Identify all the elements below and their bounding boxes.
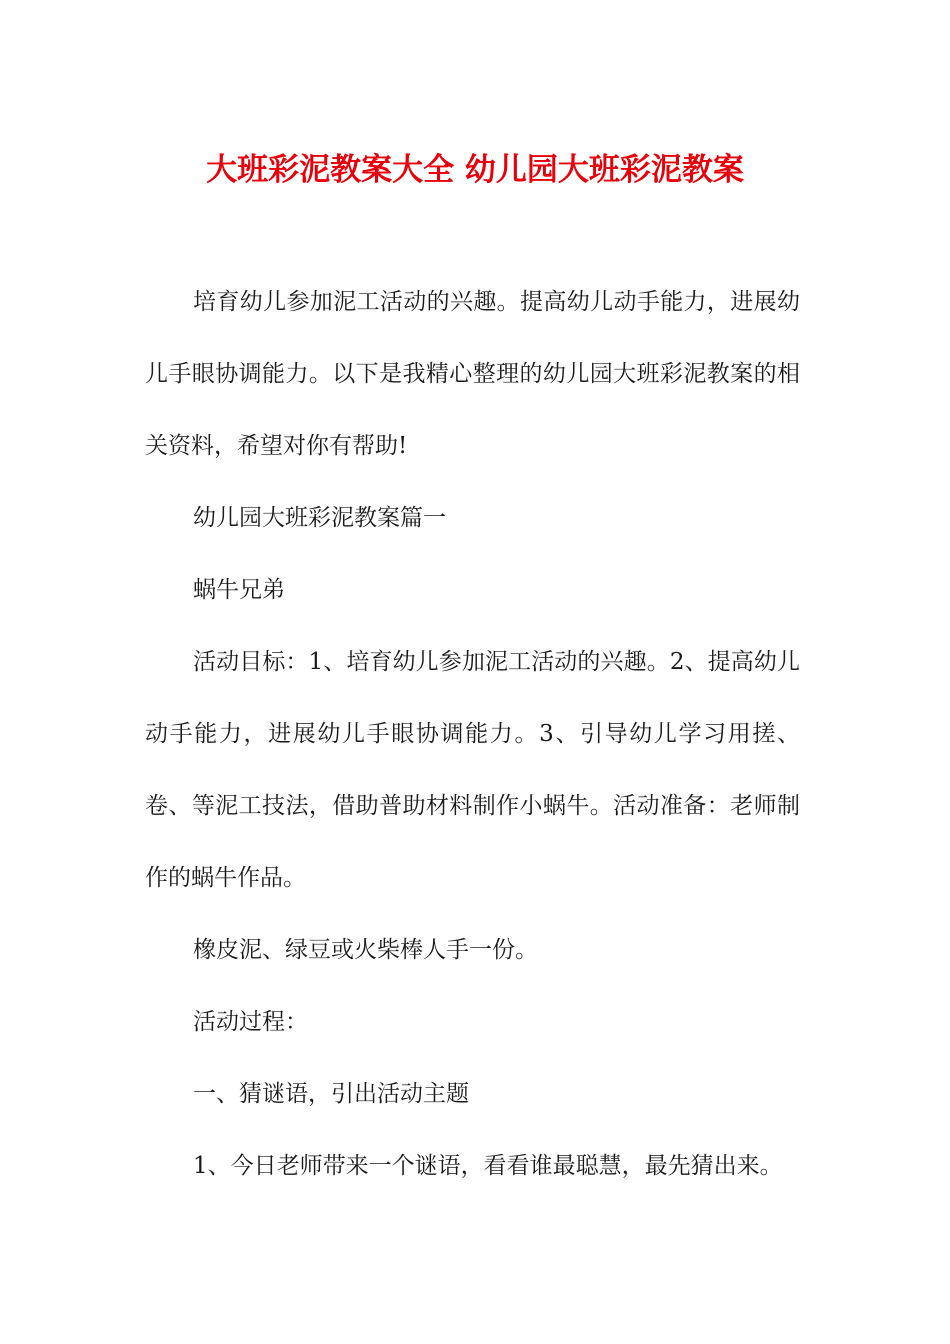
- paragraph-activity-goals: 活动目标：1、培育幼儿参加泥工活动的兴趣。2、提高幼儿动手能力，进展幼儿手眼协调能力。3、引导幼儿学习用搓、卷、等泥工技法，借助普助材料制作小蜗牛。活动准备：老师制作的蜗牛作品。: [145, 649, 800, 891]
- paragraph-section-heading: 幼儿园大班彩泥教案篇一: [193, 505, 446, 531]
- paragraph-process-heading: 活动过程：: [193, 1009, 308, 1035]
- paragraph-riddle: 1、今日老师带来一个谜语，看看谁最聪慧，最先猜出来。: [193, 1153, 783, 1179]
- paragraph-materials: 橡皮泥、绿豆或火柴棒人手一份。: [193, 937, 538, 963]
- document-body: [145, 266, 800, 1202]
- paragraph-intro: 培育幼儿参加泥工活动的兴趣。提高幼儿动手能力，进展幼儿手眼协调能力。以下是我精心整理的幼儿园大班彩泥教案的相关资料，希望对你有帮助!: [145, 289, 800, 459]
- paragraph-lesson-title: 蜗牛兄弟: [193, 577, 285, 603]
- document-title: 大班彩泥教案大全 幼儿园大班彩泥教案: [206, 152, 744, 188]
- paragraph-step-one: 一、猜谜语，引出活动主题: [193, 1081, 469, 1107]
